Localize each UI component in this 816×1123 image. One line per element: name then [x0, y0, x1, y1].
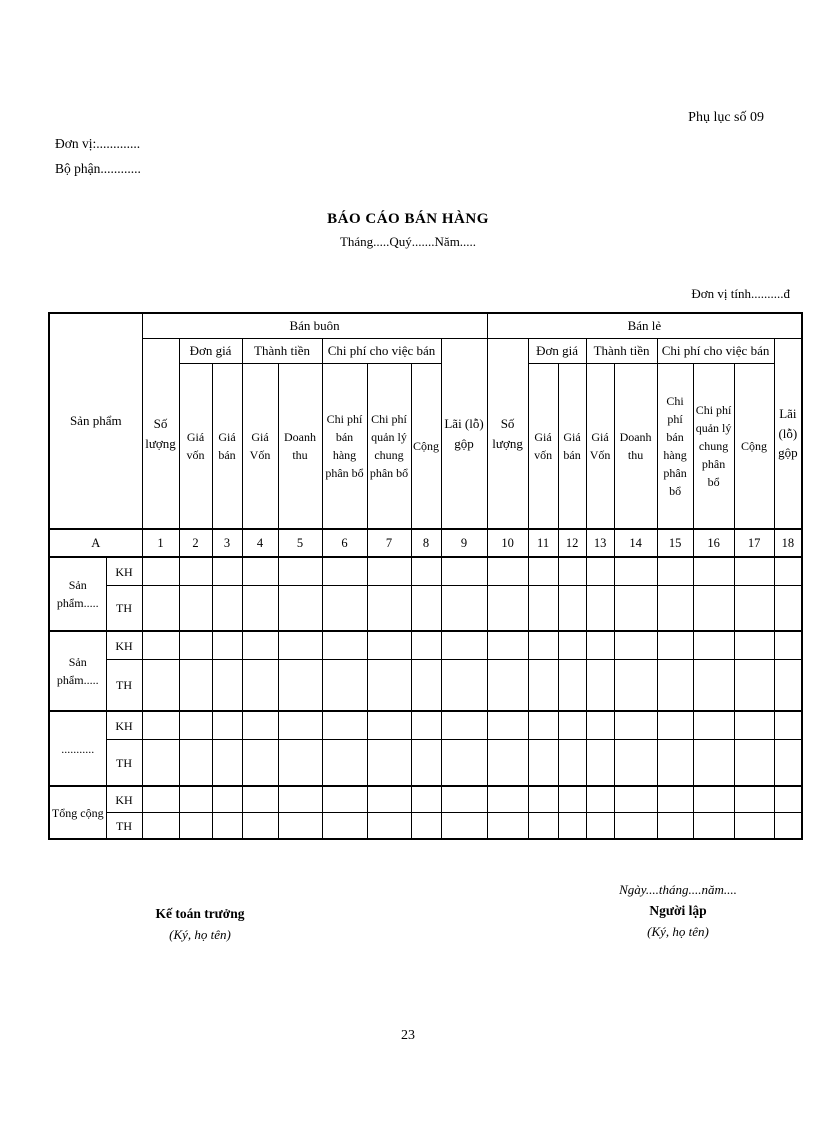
data-cell	[614, 557, 657, 586]
data-cell	[142, 740, 179, 787]
data-cell	[367, 660, 411, 712]
index-cell: 1	[142, 529, 179, 557]
data-cell	[411, 586, 441, 632]
report-title: BÁO CÁO BÁN HÀNG	[327, 211, 489, 227]
data-cell	[142, 711, 179, 740]
data-cell	[558, 586, 586, 632]
cost-price-header: Giá vốn	[179, 364, 212, 530]
data-cell	[774, 786, 802, 813]
data-cell	[367, 711, 411, 740]
data-cell	[487, 813, 528, 840]
data-cell	[212, 660, 242, 712]
actual-label: TH	[106, 660, 142, 712]
data-cell	[441, 660, 487, 712]
product-name-cell: Sản phẩm.....	[49, 557, 106, 631]
data-cell	[558, 660, 586, 712]
index-cell: A	[49, 529, 142, 557]
index-cell: 13	[586, 529, 614, 557]
index-cell: 6	[322, 529, 367, 557]
data-cell	[693, 586, 734, 632]
data-cell	[614, 813, 657, 840]
data-cell	[278, 660, 322, 712]
data-cell	[528, 711, 558, 740]
data-cell	[411, 786, 441, 813]
total-header: Cộng	[411, 364, 441, 530]
data-cell	[441, 740, 487, 787]
data-cell	[367, 557, 411, 586]
data-cell	[528, 813, 558, 840]
data-cell	[693, 660, 734, 712]
data-cell	[242, 813, 278, 840]
accountant-signature-block	[95, 906, 305, 943]
plan-label: KH	[106, 786, 142, 813]
data-cell	[322, 631, 367, 660]
product-name-cell: ...........	[49, 711, 106, 786]
data-cell	[774, 557, 802, 586]
data-cell	[558, 631, 586, 660]
data-cell	[774, 631, 802, 660]
data-cell	[411, 711, 441, 740]
data-cell	[212, 557, 242, 586]
section-header-wholesale: Bán buôn	[142, 313, 487, 339]
data-cell	[586, 557, 614, 586]
data-cell	[693, 813, 734, 840]
data-cell	[657, 631, 693, 660]
data-cell	[142, 631, 179, 660]
amount-header: Thành tiền	[242, 339, 322, 364]
actual-label: TH	[106, 586, 142, 632]
sales-report-table	[48, 312, 803, 840]
data-cell	[242, 660, 278, 712]
data-cell	[734, 813, 774, 840]
index-cell: 8	[411, 529, 441, 557]
data-cell	[322, 786, 367, 813]
data-cell	[657, 557, 693, 586]
data-cell	[278, 813, 322, 840]
data-cell	[774, 660, 802, 712]
expenses-header: Chi phí cho việc bán	[322, 339, 441, 364]
signature-note: (Ký, họ tên)	[647, 924, 709, 939]
plan-label: KH	[106, 711, 142, 740]
data-cell	[586, 631, 614, 660]
expenses-header: Chi phí cho việc bán	[657, 339, 774, 364]
data-cell	[242, 557, 278, 586]
index-cell: 4	[242, 529, 278, 557]
data-cell	[411, 557, 441, 586]
data-cell	[487, 631, 528, 660]
quantity-header: Số lượng	[487, 339, 528, 530]
data-cell	[212, 711, 242, 740]
data-cell	[558, 813, 586, 840]
data-cell	[411, 813, 441, 840]
data-cell	[242, 740, 278, 787]
department-field: Bộ phận............	[55, 161, 141, 176]
data-cell	[774, 813, 802, 840]
index-cell: 5	[278, 529, 322, 557]
data-cell	[586, 740, 614, 787]
report-period: Tháng.....Quý.......Năm.....	[339, 234, 477, 249]
signature-note: (Ký, họ tên)	[169, 927, 231, 942]
data-cell	[774, 711, 802, 740]
chief-accountant-title: Kế toán trưởng	[155, 906, 245, 921]
data-cell	[487, 557, 528, 586]
data-cell	[242, 786, 278, 813]
currency-unit-note: Đơn vị tính..........đ	[691, 286, 790, 301]
data-cell	[774, 586, 802, 632]
preparer-signature-block	[573, 882, 783, 940]
data-cell	[657, 660, 693, 712]
data-cell	[657, 740, 693, 787]
data-cell	[734, 740, 774, 787]
selling-expense-header: Chi phí bán hàng phân bổ	[322, 364, 367, 530]
data-cell	[693, 740, 734, 787]
data-cell	[586, 813, 614, 840]
data-cell	[142, 660, 179, 712]
admin-expense-header: Chi phí quản lý chung phân bổ	[693, 364, 734, 530]
data-cell	[322, 813, 367, 840]
data-cell	[367, 631, 411, 660]
data-cell	[367, 740, 411, 787]
cogs-header: Giá Vốn	[242, 364, 278, 530]
data-cell	[487, 711, 528, 740]
data-cell	[528, 557, 558, 586]
data-cell	[734, 557, 774, 586]
data-cell	[614, 740, 657, 787]
quantity-header: Số lượng	[142, 339, 179, 530]
data-cell	[774, 740, 802, 787]
index-cell: 7	[367, 529, 411, 557]
data-cell	[278, 711, 322, 740]
data-cell	[487, 660, 528, 712]
data-cell	[487, 740, 528, 787]
product-name-cell: Sản phẩm.....	[49, 631, 106, 711]
data-cell	[367, 586, 411, 632]
plan-label: KH	[106, 631, 142, 660]
index-cell: 18	[774, 529, 802, 557]
data-cell	[179, 631, 212, 660]
data-cell	[441, 711, 487, 740]
data-cell	[179, 740, 212, 787]
index-cell: 17	[734, 529, 774, 557]
data-cell	[322, 586, 367, 632]
data-cell	[242, 631, 278, 660]
section-header-retail: Bán lẻ	[487, 313, 802, 339]
data-cell	[212, 586, 242, 632]
data-cell	[278, 631, 322, 660]
unit-price-header: Đơn giá	[179, 339, 242, 364]
data-cell	[441, 786, 487, 813]
data-cell	[142, 786, 179, 813]
sell-price-header: Giá bán	[212, 364, 242, 530]
data-cell	[657, 711, 693, 740]
data-cell	[411, 740, 441, 787]
total-header: Cộng	[734, 364, 774, 530]
data-cell	[322, 711, 367, 740]
data-cell	[142, 586, 179, 632]
data-cell	[614, 586, 657, 632]
index-cell: 2	[179, 529, 212, 557]
sell-price-header: Giá bán	[558, 364, 586, 530]
data-cell	[179, 711, 212, 740]
data-cell	[487, 586, 528, 632]
data-cell	[657, 813, 693, 840]
data-cell	[528, 631, 558, 660]
revenue-header: Doanh thu	[614, 364, 657, 530]
data-cell	[558, 740, 586, 787]
data-cell	[179, 660, 212, 712]
data-cell	[558, 786, 586, 813]
date-line: Ngày....tháng....năm....	[619, 882, 737, 897]
data-cell	[528, 660, 558, 712]
actual-label: TH	[106, 740, 142, 787]
page-number: 23	[401, 1028, 415, 1043]
index-cell: 3	[212, 529, 242, 557]
data-cell	[142, 813, 179, 840]
data-cell	[693, 786, 734, 813]
data-cell	[586, 660, 614, 712]
data-cell	[179, 786, 212, 813]
data-cell	[734, 786, 774, 813]
data-cell	[734, 711, 774, 740]
admin-expense-header: Chi phí quản lý chung phân bổ	[367, 364, 411, 530]
data-cell	[441, 813, 487, 840]
data-cell	[734, 631, 774, 660]
revenue-header: Doanh thu	[278, 364, 322, 530]
amount-header: Thành tiền	[586, 339, 657, 364]
data-cell	[614, 786, 657, 813]
cost-price-header: Giá vốn	[528, 364, 558, 530]
data-cell	[528, 786, 558, 813]
index-cell: 15	[657, 529, 693, 557]
data-cell	[212, 631, 242, 660]
index-cell: 14	[614, 529, 657, 557]
data-cell	[322, 557, 367, 586]
index-cell: 11	[528, 529, 558, 557]
data-cell	[657, 786, 693, 813]
data-cell	[278, 740, 322, 787]
plan-label: KH	[106, 557, 142, 586]
data-cell	[278, 586, 322, 632]
cogs-header: Giá Vốn	[586, 364, 614, 530]
data-cell	[411, 660, 441, 712]
data-cell	[693, 557, 734, 586]
data-cell	[558, 711, 586, 740]
data-cell	[142, 557, 179, 586]
data-cell	[614, 711, 657, 740]
product-name-cell: Tổng cộng	[49, 786, 106, 839]
gross-profit-header: Lãi (lỗ) gộp	[441, 339, 487, 530]
data-cell	[586, 711, 614, 740]
data-cell	[212, 740, 242, 787]
data-cell	[322, 740, 367, 787]
data-cell	[179, 557, 212, 586]
data-cell	[322, 660, 367, 712]
data-cell	[411, 631, 441, 660]
data-cell	[441, 586, 487, 632]
data-cell	[212, 786, 242, 813]
data-cell	[528, 740, 558, 787]
actual-label: TH	[106, 813, 142, 840]
gross-profit-header: Lãi (lỗ) gộp	[774, 339, 802, 530]
data-cell	[179, 586, 212, 632]
index-cell: 16	[693, 529, 734, 557]
selling-expense-header: Chi phí bán hàng phân bổ	[657, 364, 693, 530]
data-cell	[734, 586, 774, 632]
unit-price-header: Đơn giá	[528, 339, 586, 364]
data-cell	[614, 660, 657, 712]
data-cell	[528, 586, 558, 632]
data-cell	[179, 813, 212, 840]
data-cell	[367, 786, 411, 813]
index-cell: 12	[558, 529, 586, 557]
data-cell	[242, 711, 278, 740]
data-cell	[278, 786, 322, 813]
data-cell	[693, 711, 734, 740]
data-cell	[693, 631, 734, 660]
data-cell	[586, 586, 614, 632]
appendix-label: Phụ lục số 09	[688, 110, 764, 125]
index-cell: 10	[487, 529, 528, 557]
product-column-header: Sản phẩm	[49, 313, 142, 529]
unit-field: Đơn vị:.............	[55, 136, 141, 151]
data-cell	[242, 586, 278, 632]
data-cell	[441, 557, 487, 586]
data-cell	[487, 786, 528, 813]
data-cell	[586, 786, 614, 813]
data-cell	[367, 813, 411, 840]
data-cell	[278, 557, 322, 586]
data-cell	[441, 631, 487, 660]
data-cell	[614, 631, 657, 660]
index-cell: 9	[441, 529, 487, 557]
data-cell	[657, 586, 693, 632]
data-cell	[558, 557, 586, 586]
data-cell	[212, 813, 242, 840]
preparer-title: Người lập	[649, 903, 707, 918]
data-cell	[734, 660, 774, 712]
